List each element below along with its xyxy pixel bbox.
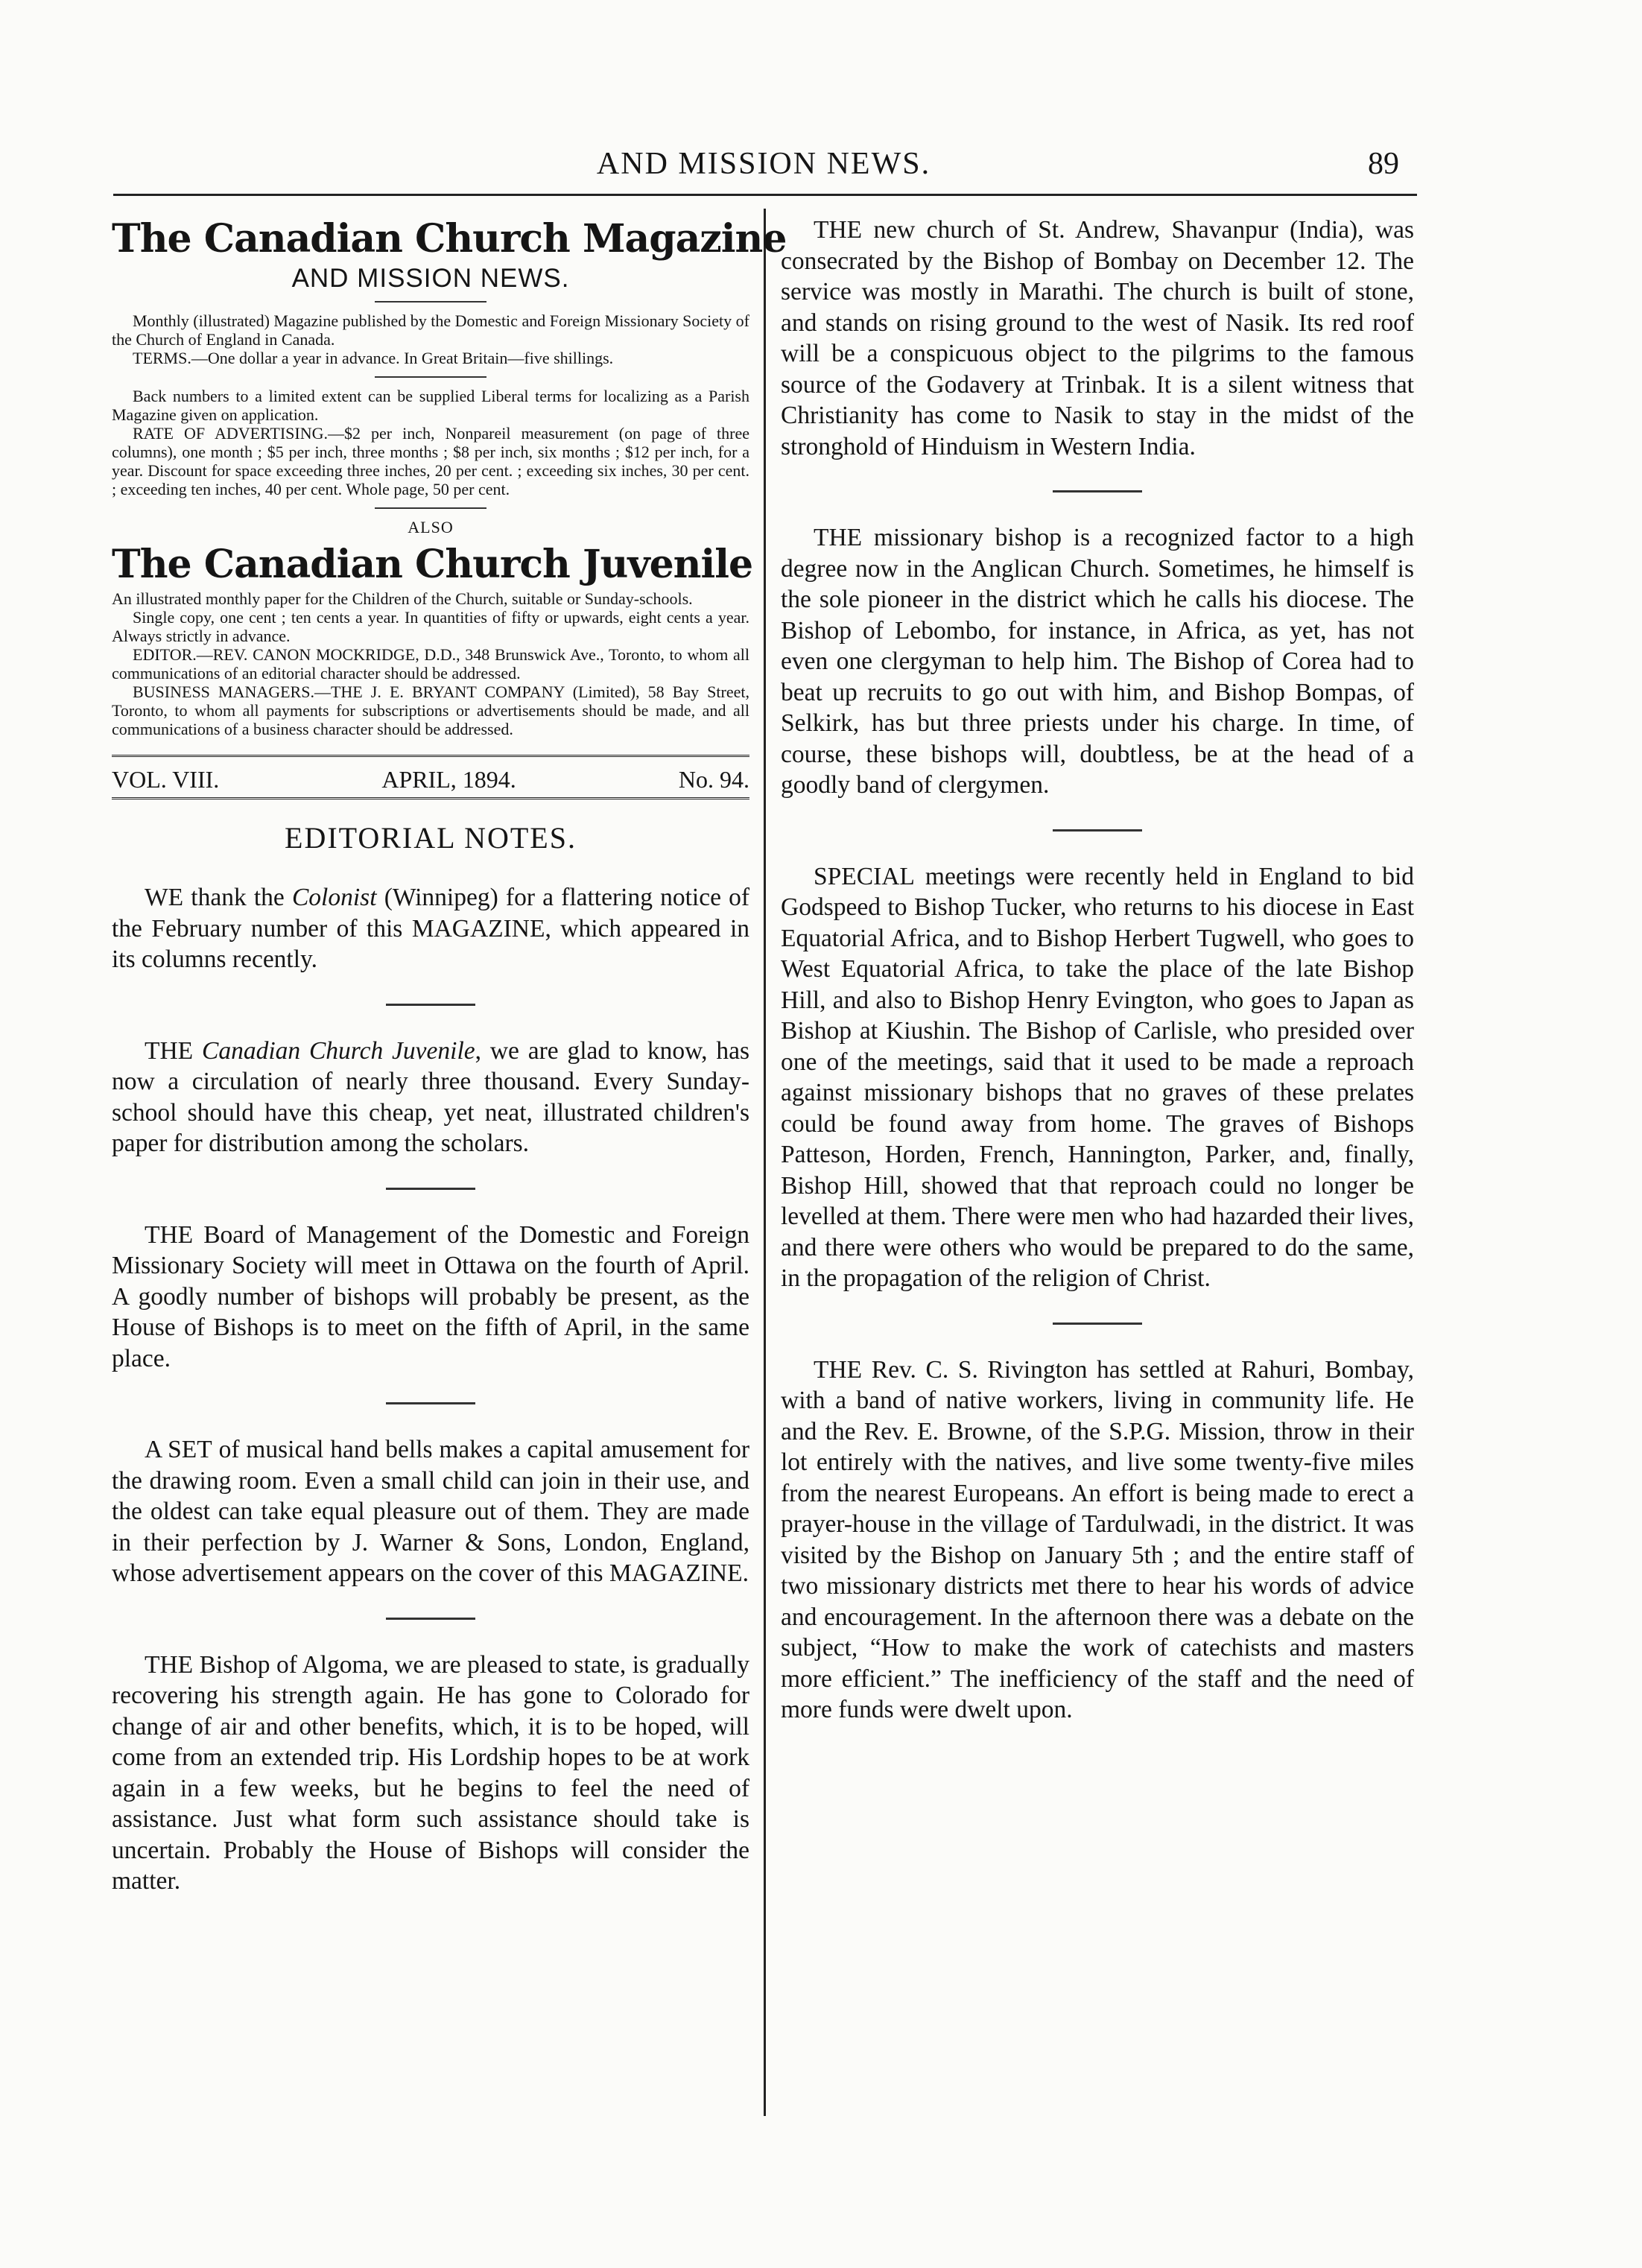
note-lead: SPECIAL — [814, 862, 915, 890]
editorial-note-6 — [781, 215, 1414, 462]
note-text: new church of St. Andrew, Shavanpur (India), was consecrated by the Bishop of Bombay on December 12. The service was mostly in Marathi. The church is built of stone, and stands on rising ground to the west of Nasik. Its red roof will be a conspicuous object to the pilgrims to the famous source of the Godavery at Trinbak. It is a silent witness that Christianity has come to Nasik to stay in the midst of the stronghold of Hinduism in Western India. — [781, 216, 1415, 460]
editorial-note-1 — [112, 882, 749, 975]
juvenile-editor: EDITOR.—REV. CANON MOCKRIDGE, D.D., 348 Brunswick Ave., Toronto, to whom all communications of an editorial character should be addressed. — [112, 645, 749, 682]
note-divider — [386, 1004, 475, 1006]
note-text: . — [742, 1559, 749, 1587]
right-column — [781, 215, 1414, 1726]
section-title: EDITORIAL NOTES. — [285, 821, 577, 855]
note-text: of musical hand bells makes a capital amusement for the drawing room. Even a small child can join in their use, and the oldest can take equal pleasure out of them. They are made in their perfection by J. Warner & Sons, London, England, whose advertisement appears on the cover of this — [112, 1436, 749, 1587]
note-text: thank the — [191, 884, 285, 911]
note-lead: THE — [814, 216, 863, 244]
note-text: (Winnipeg) for a flattering notice of the February number of this — [112, 884, 750, 943]
issue-rule-bottom — [112, 797, 749, 799]
issue-rule-top — [112, 755, 749, 761]
masthead-rule-2 — [375, 376, 486, 378]
note-divider — [1053, 490, 1142, 492]
juvenile-business: BUSINESS MANAGERS.—THE J. E. BRYANT COMPANY (Limited), 58 Bay Street, Toronto, to whom all payments for subscriptions or advertisements should be made, and all communications of a business character should be addressed. — [112, 682, 749, 738]
note-small-caps: MAGAZINE — [609, 1559, 743, 1587]
issue-number: No. 94. — [678, 766, 749, 793]
editorial-note-8 — [781, 861, 1414, 1294]
note-text: meetings were recently held in England to bid Godspeed to Bishop Tucker, who returns to his diocese in East Equatorial Africa, and to Bishop Herbert Tugwell, who goes to West Equatorial Africa, to take the place of the late Bishop Hill, and also to Bishop Henry Evington, who goes to Japan as Bishop at Kiushin. The Bishop of Carlisle, who presided over one of the meetings, said that it used to be made a reproach against missionary bishops that no graves of these prelates could be found away from home. The graves of Bishops Patteson, Horden, French, Hannington, Parker, and, finally, Bishop Hill, showed that that reproach could no longer be levelled at them. There were men who had hazarded their lives, and there were others who would be prepared to do the same, in the propagation of the religion of Christ. — [781, 862, 1414, 1292]
editorial-note-7 — [781, 522, 1414, 801]
editorial-note-2 — [112, 1036, 749, 1159]
editorial-note-5 — [112, 1650, 749, 1897]
note-text: Rev. C. S. Rivington has settled at Rahuri, Bombay, with a band of native workers, living in community life. He and the Rev. E. Browne, of the S.P.G. Mission, throw in their lot entirely with the natives, and live some twenty-five miles from the nearest Europeans. An effort is being made to erect a prayer-house in the village of Tardulwadi, in the district. It was visited by the Bishop on January 5th ; and the entire staff of two missionary districts met there to hear his words of advice and encouragement. In the afternoon there was a debate on the subject, “How to make the work of catechists and masters more efficient.” The inefficiency of the staff and the need of more funds were dwelt upon. — [781, 1355, 1414, 1723]
masthead-subtitle: AND MISSION NEWS. — [291, 264, 570, 293]
note-lead: WE — [145, 884, 184, 911]
page-number: 89 — [1368, 147, 1399, 181]
issue-volume: VOL. VIII. — [112, 766, 220, 793]
note-lead: THE — [814, 1355, 863, 1384]
note-divider — [386, 1402, 475, 1404]
note-text: Bishop of Algoma, we are pleased to state, is gradually recovering his strength again. He has gone to Colorado for change of air and other benefits, which, it is to be hoped, will come from an extended trip. His Lordship hopes to be at work again in a few weeks, but he begins to feel the need of assistance. Just what form such assistance should take is uncertain. Probably the House of Bishops will consider the matter. — [112, 1650, 749, 1895]
note-lead: THE — [814, 524, 863, 551]
note-lead: THE — [145, 1220, 194, 1249]
masthead-terms: TERMS.—One dollar a year in advance. In Great Britain—five shillings. — [133, 349, 614, 367]
note-divider — [386, 1618, 475, 1620]
note-text: missionary bishop is a recognized factor to a high degree now in the Anglican Church. Sometimes, he himself is the sole pioneer in the district which he calls his diocese. The Bishop of Lebombo, for instance, in Africa, as yet, has not even one clergyman to help him. The Bishop of Corea had to beat up recruits to go out with him, and Bishop Bompas, of Selkirk, has but three priests under his charge. In time, of course, these bishops will, doubtless, be at the head of a goodly band of clergymen. — [781, 524, 1415, 799]
note-italic: Canadian Church Juvenile — [201, 1036, 475, 1065]
note-lead: THE — [145, 1036, 194, 1065]
juvenile-title: The Canadian Church Juvenile — [112, 542, 753, 587]
also-label: ALSO — [408, 518, 454, 536]
editorial-note-9 — [781, 1355, 1414, 1726]
editorial-note-3 — [112, 1220, 749, 1375]
issue-line — [112, 761, 749, 797]
note-lead: A SET — [145, 1436, 212, 1463]
masthead-back-numbers: Back numbers to a limited extent can be supplied Liberal terms for localizing as a Parish Magazine given on application. — [112, 387, 749, 424]
note-divider — [1053, 829, 1142, 832]
issue-date: APRIL, 1894. — [381, 766, 516, 793]
masthead-advertising: RATE OF ADVERTISING.—$2 per inch, Nonpareil measurement (on page of three columns), one month ; $5 per inch, three months ; $8 per inch, six months ; $12 per inch, for a year. Discount for space exceeding three inches, 20 per cent. ; exceeding six inches, 30 per cent. ; exceeding ten inches, 40 per cent. Whole page, 50 per cent. — [112, 424, 749, 498]
column-rule — [764, 209, 766, 2116]
note-small-caps: MAGAZINE — [411, 914, 545, 943]
note-divider — [1053, 1323, 1142, 1325]
editorial-note-4 — [112, 1434, 749, 1589]
note-text: , we are glad to know, has now a circulation of nearly three thousand. Every Sunday-school should have this cheap, yet neat, illustrated children's paper for distribution among the scholars. — [112, 1036, 750, 1157]
masthead-rule — [375, 301, 486, 302]
note-italic: Colonist — [291, 884, 377, 911]
juvenile-pricing: Single copy, one cent ; ten cents a year. In quantities of fifty or upwards, eight cents a year. Always strictly in advance. — [112, 608, 749, 645]
juvenile-description: An illustrated monthly paper for the Children of the Church, suitable or Sunday-schools. — [112, 589, 693, 608]
header-rule — [113, 194, 1417, 196]
running-title: AND MISSION NEWS. — [596, 147, 931, 181]
note-text: , which appeared in its columns recently. — [112, 914, 750, 973]
note-divider — [386, 1188, 475, 1190]
masthead-rule-3 — [375, 507, 486, 509]
masthead-description: Monthly (illustrated) Magazine published by the Domestic and Foreign Missionary Society of the Church of England in Canada. — [112, 311, 749, 349]
left-column — [112, 215, 787, 1897]
note-lead: THE — [145, 1650, 194, 1679]
masthead-title: The Canadian Church Magazine — [112, 216, 787, 262]
note-text: Board of Management of the Domestic and Foreign Missionary Society will meet in Ottawa on the fourth of April. A goodly number of bishops will probably be present, as the House of Bishops is to meet on the fifth of April, in the same place. — [112, 1220, 749, 1372]
